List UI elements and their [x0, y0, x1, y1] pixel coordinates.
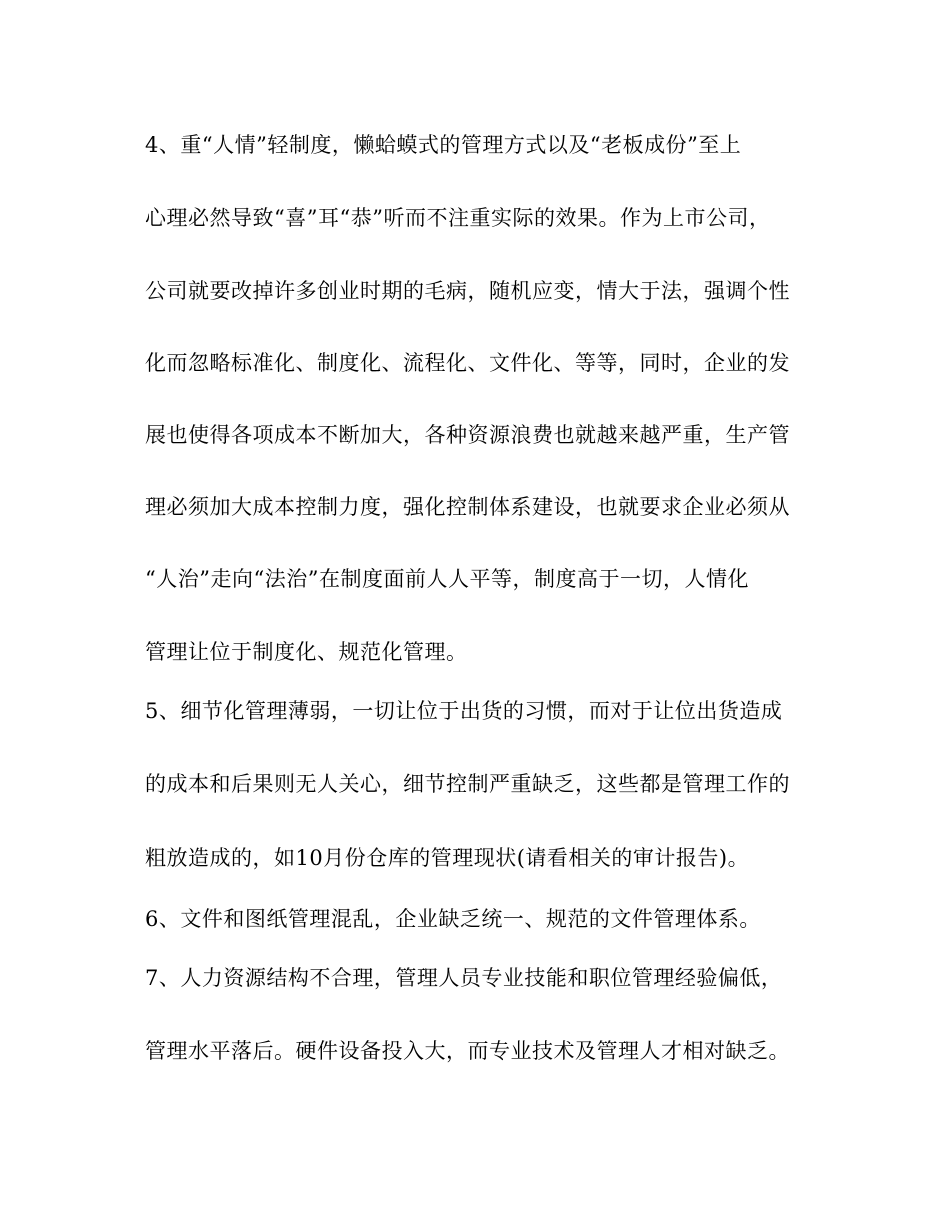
paragraph-4-line-2: 心理必然导致“喜”耳“恭”听而不注重实际的效果。作为上市公司，	[145, 206, 771, 230]
paragraph-4-line-8: 管理让位于制度化、规范化管理。	[145, 640, 468, 664]
paragraph-5-line-3: 粗放造成的，如10月份仓库的管理现状(请看相关的审计报告)。	[145, 846, 750, 870]
paragraph-4-line-1: 4、重“人情”轻制度，懒蛤蟆式的管理方式以及“老板成份”至上	[145, 133, 742, 157]
paragraph-4-line-6: 理必须加大成本控制力度，强化控制体系建设，也就要求企业必须从	[145, 495, 790, 519]
paragraph-5-line-2: 的成本和后果则无人关心，细节控制严重缺乏，这些都是管理工作的	[145, 772, 790, 796]
paragraph-4-line-3: 公司就要改掉许多创业时期的毛病，随机应变，情大于法，强调个性	[145, 279, 790, 303]
paragraph-6-line-1: 6、文件和图纸管理混乱，企业缺乏统一、规范的文件管理体系。	[145, 907, 761, 931]
paragraph-4-line-4: 化而忽略标准化、制度化、流程化、文件化、等等，同时，企业的发	[145, 351, 790, 375]
paragraph-4-line-5: 展也使得各项成本不断加大，各种资源浪费也就越来越严重，生产管	[145, 423, 790, 447]
paragraph-7-line-2: 管理水平落后。硬件设备投入大，而专业技术及管理人才相对缺乏。	[145, 1039, 790, 1063]
paragraph-5-line-1: 5、细节化管理薄弱，一切让位于出货的习惯，而对于让位出货造成	[145, 699, 783, 723]
paragraph-4-line-7: “人治”走向“法治”在制度面前人人平等，制度高于一切，人情化	[145, 567, 749, 591]
paragraph-7-line-1: 7、人力资源结构不合理，管理人员专业技能和职位管理经验偏低，	[145, 966, 783, 990]
